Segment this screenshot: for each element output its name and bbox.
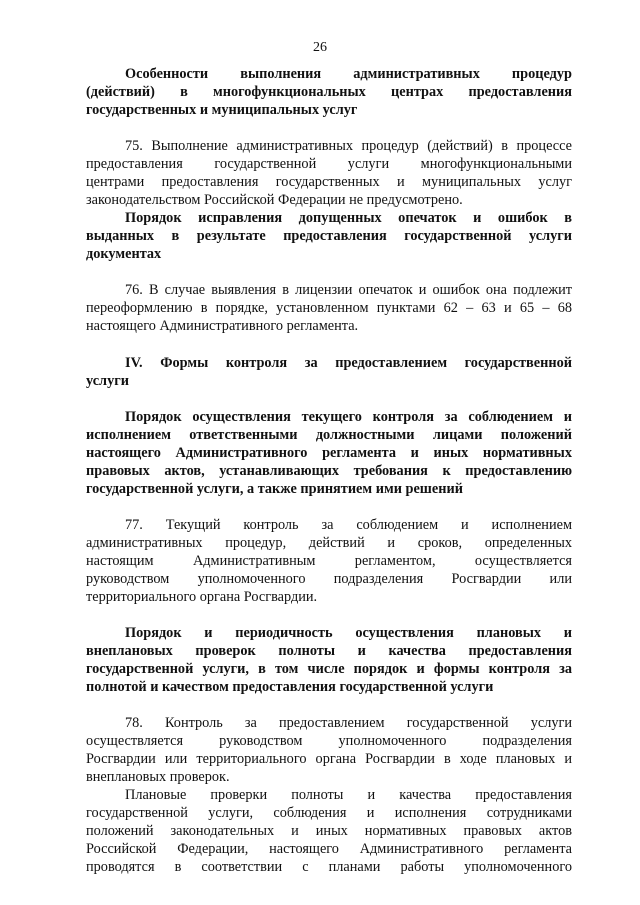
paragraph-78-line-4: внеплановых проверок. (86, 769, 230, 785)
paragraph-planned-line-5: проводятся в соответствии с планами работы уполномоченного (86, 859, 572, 875)
paragraph-78-line-1: 78. Контроль за предоставлением государственной услуги (125, 715, 572, 731)
heading-inspections-line-4: полнотой и качеством предоставления государственной услуги (86, 679, 494, 695)
heading-current-control-line-2: исполнением ответственными должностными лицами положений (86, 427, 572, 443)
heading-inspections-line-1: Порядок и периодичность осуществления плановых и (125, 625, 572, 641)
paragraph-77-line-3: настоящим Административным регламентом, осуществляется (86, 553, 572, 569)
heading-mfc-line-2: (действий) в многофункциональных центрах предоставления (86, 84, 572, 100)
paragraph-78-line-3: Росгвардии или территориального органа Росгвардии в ходе плановых и (86, 751, 572, 767)
paragraph-planned-line-4: Российской Федерации, настоящего Административного регламента (86, 841, 572, 857)
heading-current-control-line-3: настоящего Административного регламента и иных нормативных (86, 445, 572, 461)
paragraph-77-line-5: территориального органа Росгвардии. (86, 589, 318, 605)
paragraph-76-line-2: переоформлению в порядке, установленном пунктами 62 – 63 и 65 – 68 (86, 300, 572, 316)
heading-current-control-line-5: государственной услуги, а также принятием ими решений (86, 481, 463, 497)
heading-corrections-line-3: документах (86, 246, 162, 262)
paragraph-76-line-3: настоящего Административного регламента. (86, 318, 359, 334)
heading-inspections-line-2: внеплановых проверок полноты и качества предоставления (86, 643, 572, 659)
paragraph-78-line-2: осуществляется руководством уполномоченного подразделения (86, 733, 572, 749)
paragraph-planned-line-1: Плановые проверки полноты и качества предоставления (125, 787, 572, 803)
heading-mfc-line-1: Особенности выполнения административных процедур (125, 66, 572, 82)
page-number: 26 (313, 40, 327, 55)
heading-current-control-line-4: правовых актов, устанавливающих требования к предоставлению (86, 463, 572, 479)
paragraph-76-line-1: 76. В случае выявления в лицензии опечаток и ошибок она подлежит (125, 282, 572, 298)
paragraph-77-line-1: 77. Текущий контроль за соблюдением и исполнением (125, 517, 572, 533)
heading-mfc-line-3: государственных и муниципальных услуг (86, 102, 358, 118)
chapter-4-heading-line-1: IV. Формы контроля за предоставлением государственной (125, 355, 572, 371)
paragraph-75-line-1: 75. Выполнение административных процедур (действий) в процессе (125, 138, 572, 154)
chapter-4-heading-line-2: услуги (86, 373, 129, 389)
heading-current-control-line-1: Порядок осуществления текущего контроля за соблюдением и (125, 409, 572, 425)
paragraph-77-line-4: руководством уполномоченного подразделения Росгвардии или (86, 571, 572, 587)
heading-corrections-line-2: выданных в результате предоставления государственной услуги (86, 228, 572, 244)
paragraph-77-line-2: административных процедур, действий и сроков, определенных (86, 535, 572, 551)
paragraph-planned-line-2: государственной услуги, соблюдения и исполнения сотрудниками (86, 805, 572, 821)
paragraph-75-line-3: центрами предоставления государственных и муниципальных услуг (86, 174, 572, 190)
paragraph-75-line-2: предоставления государственной услуги многофункциональными (86, 156, 572, 172)
heading-corrections-line-1: Порядок исправления допущенных опечаток и ошибок в (125, 210, 572, 226)
paragraph-planned-line-3: положений законодательных и иных нормативных правовых актов (86, 823, 572, 839)
heading-inspections-line-3: государственной услуги, в том числе порядок и формы контроля за (86, 661, 572, 677)
paragraph-75-line-4: законодательством Российской Федерации не предусмотрено. (86, 192, 463, 208)
